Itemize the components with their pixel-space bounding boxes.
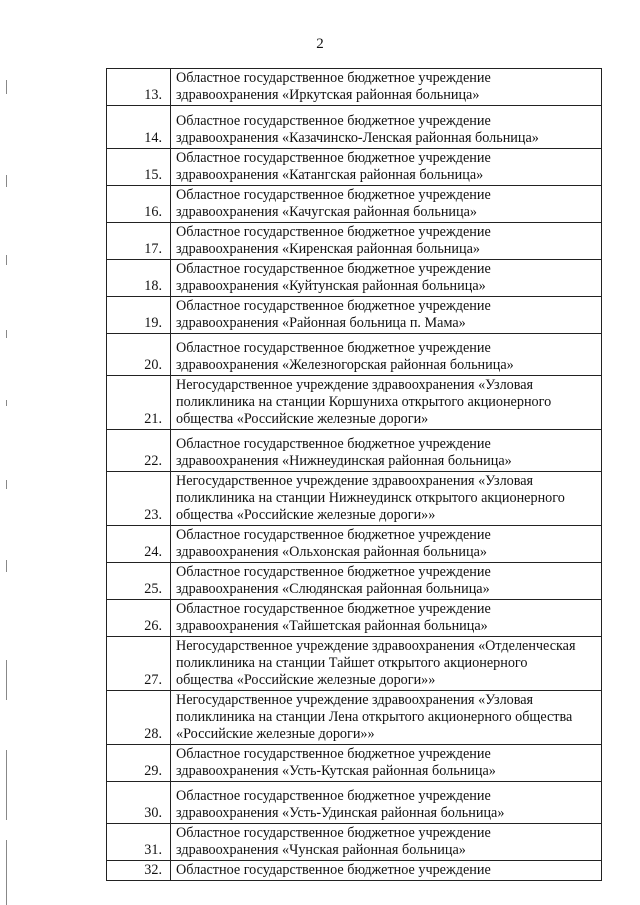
institution-name-line: поликлиника на станции Нижнеудинск открытого акционерного xyxy=(176,490,565,506)
institution-name xyxy=(171,824,602,861)
institution-name-line: здравоохранения «Казачинско-Ленская районная больница» xyxy=(176,130,539,146)
institution-name xyxy=(171,745,602,782)
institution-name xyxy=(171,376,602,430)
institution-name xyxy=(171,472,602,526)
institution-name-line: Областное государственное бюджетное учреждение xyxy=(176,527,491,543)
institution-name-line: здравоохранения «Катангская районная больница» xyxy=(176,167,484,183)
row-number: 25. xyxy=(107,563,171,600)
institution-name-line: Областное государственное бюджетное учреждение xyxy=(176,150,491,166)
institution-name-line: Областное государственное бюджетное учреждение xyxy=(176,261,491,277)
table-row xyxy=(107,563,602,600)
institution-name xyxy=(171,69,602,106)
institution-name xyxy=(171,223,602,260)
table-row xyxy=(107,745,602,782)
institution-name-line: Областное государственное бюджетное учреждение xyxy=(176,746,491,762)
institution-name xyxy=(171,430,602,472)
table-row xyxy=(107,186,602,223)
institution-name xyxy=(171,563,602,600)
institution-name-line: поликлиника на станции Коршуниха открытого акционерного xyxy=(176,394,552,410)
table-row xyxy=(107,861,602,881)
scan-edge-marks xyxy=(2,60,12,905)
row-number: 16. xyxy=(107,186,171,223)
table-row xyxy=(107,782,602,824)
institution-name-line: здравоохранения «Усть-Удинская районная больница» xyxy=(176,805,505,821)
row-number: 29. xyxy=(107,745,171,782)
table-row xyxy=(107,691,602,745)
institution-name xyxy=(171,149,602,186)
row-number: 15. xyxy=(107,149,171,186)
table-row xyxy=(107,69,602,106)
table-row xyxy=(107,824,602,861)
row-number: 19. xyxy=(107,297,171,334)
institution-name-line: Областное государственное бюджетное учреждение xyxy=(176,224,491,240)
row-number: 17. xyxy=(107,223,171,260)
institution-name-line: здравоохранения «Районная больница п. Мама» xyxy=(176,315,466,331)
institution-name-line: Негосударственное учреждение здравоохранения «Узловая xyxy=(176,473,534,489)
row-number: 24. xyxy=(107,526,171,563)
institution-name-line: здравоохранения «Нижнеудинская районная больница» xyxy=(176,453,512,469)
institution-name-line: Негосударственное учреждение здравоохранения «Узловая xyxy=(176,692,534,708)
institution-name xyxy=(171,691,602,745)
institution-name-line: общества «Российские железные дороги»» xyxy=(176,507,436,523)
institution-name xyxy=(171,186,602,223)
institution-name xyxy=(171,526,602,563)
row-number: 26. xyxy=(107,600,171,637)
institution-name xyxy=(171,106,602,149)
institution-name-line: Областное государственное бюджетное учреждение xyxy=(176,564,491,580)
table-row xyxy=(107,106,602,149)
institution-name-line: здравоохранения «Куйтунская районная больница» xyxy=(176,278,486,294)
row-number: 22. xyxy=(107,430,171,472)
institution-name xyxy=(171,334,602,376)
table-row xyxy=(107,600,602,637)
institutions-table-body xyxy=(107,69,602,881)
table-row xyxy=(107,472,602,526)
row-number: 20. xyxy=(107,334,171,376)
row-number: 18. xyxy=(107,260,171,297)
institution-name-line: общества «Российские железные дороги»» xyxy=(176,672,436,688)
institution-name-line: Областное государственное бюджетное учреждение xyxy=(176,113,491,129)
table-row xyxy=(107,526,602,563)
table-row xyxy=(107,376,602,430)
table-row xyxy=(107,260,602,297)
institution-name-line: Негосударственное учреждение здравоохранения «Узловая xyxy=(176,377,534,393)
institution-name xyxy=(171,600,602,637)
table-row xyxy=(107,334,602,376)
row-number: 31. xyxy=(107,824,171,861)
institutions-table xyxy=(106,68,602,881)
table-row xyxy=(107,149,602,186)
institution-name-line: Областное государственное бюджетное учреждение xyxy=(176,862,491,878)
table-row xyxy=(107,637,602,691)
row-number: 13. xyxy=(107,69,171,106)
institution-name-line: Областное государственное бюджетное учреждение xyxy=(176,825,491,841)
table-row xyxy=(107,297,602,334)
row-number: 28. xyxy=(107,691,171,745)
table-row xyxy=(107,430,602,472)
institution-name-line: «Российские железные дороги»» xyxy=(176,726,375,742)
institution-name xyxy=(171,782,602,824)
row-number: 14. xyxy=(107,106,171,149)
institution-name-line: поликлиника на станции Лена открытого акционерного общества xyxy=(176,709,573,725)
institution-name-line: Областное государственное бюджетное учреждение xyxy=(176,70,491,86)
institution-name-line: здравоохранения «Железногорская районная больница» xyxy=(176,357,514,373)
institution-name-line: здравоохранения «Тайшетская районная больница» xyxy=(176,618,488,634)
institution-name-line: здравоохранения «Чунская районная больница» xyxy=(176,842,466,858)
row-number: 27. xyxy=(107,637,171,691)
institution-name-line: Областное государственное бюджетное учреждение xyxy=(176,187,491,203)
row-number: 23. xyxy=(107,472,171,526)
table-row xyxy=(107,223,602,260)
institution-name-line: здравоохранения «Ольхонская районная больница» xyxy=(176,544,487,560)
institution-name-line: Областное государственное бюджетное учреждение xyxy=(176,340,491,356)
institution-name-line: Областное государственное бюджетное учреждение xyxy=(176,298,491,314)
institution-name xyxy=(171,861,602,881)
page-number: 2 xyxy=(316,36,324,52)
institution-name-line: здравоохранения «Киренская районная больница» xyxy=(176,241,480,257)
institution-name-line: здравоохранения «Иркутская районная больница» xyxy=(176,87,480,103)
institution-name xyxy=(171,637,602,691)
institution-name-line: Негосударственное учреждение здравоохранения «Отделенческая xyxy=(176,638,576,654)
institution-name-line: общества «Российские железные дороги» xyxy=(176,411,429,427)
institution-name-line: поликлиника на станции Тайшет открытого акционерного xyxy=(176,655,528,671)
institution-name-line: здравоохранения «Качугская районная больница» xyxy=(176,204,477,220)
row-number: 32. xyxy=(107,861,171,881)
institution-name-line: Областное государственное бюджетное учреждение xyxy=(176,436,491,452)
institution-name-line: Областное государственное бюджетное учреждение xyxy=(176,601,491,617)
row-number: 30. xyxy=(107,782,171,824)
institution-name-line: здравоохранения «Слюдянская районная больница» xyxy=(176,581,490,597)
institution-name-line: здравоохранения «Усть-Кутская районная больница» xyxy=(176,763,496,779)
row-number: 21. xyxy=(107,376,171,430)
institution-name xyxy=(171,260,602,297)
institution-name xyxy=(171,297,602,334)
institution-name-line: Областное государственное бюджетное учреждение xyxy=(176,788,491,804)
